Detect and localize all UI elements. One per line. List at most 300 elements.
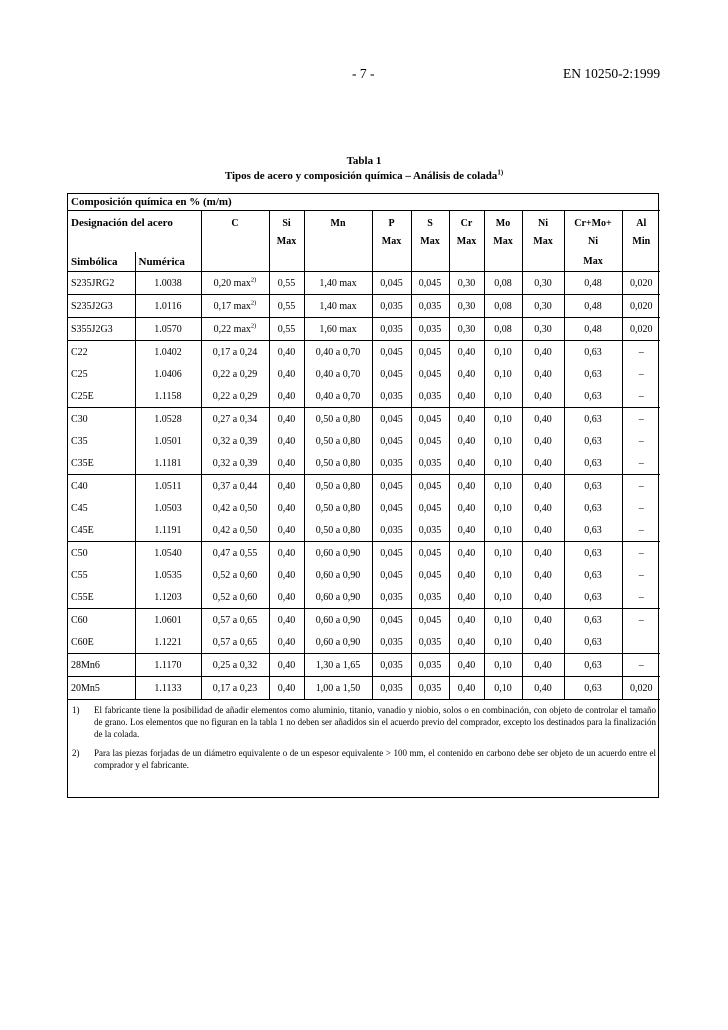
cell-mn: 0,60 a 0,90 xyxy=(304,631,372,654)
cell-cr: 0,40 xyxy=(449,564,484,586)
cell-mo: 0,08 xyxy=(484,318,522,341)
element-header: Mn xyxy=(304,211,372,233)
cell-cr: 0,40 xyxy=(449,452,484,475)
footnote-ref: 2) xyxy=(250,322,257,330)
cell-si: 0,55 xyxy=(269,272,304,295)
symbolic-column-header: Simbólica xyxy=(71,255,118,268)
cell-p: 0,035 xyxy=(372,677,411,700)
cell-p: 0,035 xyxy=(372,586,411,609)
cell-c xyxy=(201,318,269,341)
table-title: Tabla 1 xyxy=(346,155,382,167)
cell-al: 0,020 xyxy=(622,295,660,318)
cell-mn: 0,60 a 0,90 xyxy=(304,586,372,609)
cell-mn: 0,60 a 0,90 xyxy=(304,542,372,565)
table-row xyxy=(68,408,660,431)
designation-subheader-row xyxy=(68,252,660,272)
cell-c-value: 0,32 a 0,39 xyxy=(212,435,258,447)
composition-heading: Composición química en % (m/m) xyxy=(68,193,660,211)
table-row xyxy=(68,318,660,341)
cell-p: 0,045 xyxy=(372,564,411,586)
cell-crmoni: 0,48 xyxy=(564,272,622,295)
cell-symbolic: C40 xyxy=(71,480,88,492)
cell-s: 0,035 xyxy=(411,677,449,700)
cell-si: 0,40 xyxy=(269,497,304,519)
cell-s: 0,045 xyxy=(411,609,449,632)
cell-numeric: 1.0116 xyxy=(135,295,201,318)
cell-al: – xyxy=(622,452,660,475)
element-name-row xyxy=(68,211,660,233)
cell-si: 0,40 xyxy=(269,475,304,498)
cell-mn: 1,40 max xyxy=(304,272,372,295)
cell-mo: 0,10 xyxy=(484,497,522,519)
cell-mn: 1,60 max xyxy=(304,318,372,341)
cell-mo: 0,10 xyxy=(484,430,522,452)
element-header: C xyxy=(201,211,269,233)
cell-symbolic: 28Mn6 xyxy=(71,659,100,671)
cell-mn: 1,30 a 1,65 xyxy=(304,654,372,677)
cell-numeric: 1.1203 xyxy=(135,586,201,609)
cell-c xyxy=(201,631,269,654)
cell-c-value: 0,17 a 0,23 xyxy=(212,682,258,694)
cell-p: 0,045 xyxy=(372,430,411,452)
cell-cr: 0,30 xyxy=(449,295,484,318)
cell-p: 0,035 xyxy=(372,318,411,341)
cell-symbolic: S235J2G3 xyxy=(71,300,113,312)
cell-p: 0,035 xyxy=(372,519,411,542)
cell-s: 0,045 xyxy=(411,341,449,364)
element-header: S xyxy=(411,211,449,233)
cell-crmoni: 0,63 xyxy=(564,475,622,498)
cell-s: 0,035 xyxy=(411,519,449,542)
cell-c xyxy=(201,408,269,431)
cell-si: 0,40 xyxy=(269,363,304,385)
cell-symbolic: C55 xyxy=(71,569,88,581)
cell-s: 0,045 xyxy=(411,363,449,385)
page-number: - 7 - xyxy=(352,66,375,81)
cell-s: 0,035 xyxy=(411,295,449,318)
cell-c-value: 0,17 max xyxy=(213,300,251,312)
cell-ni: 0,40 xyxy=(522,452,564,475)
cell-cr: 0,40 xyxy=(449,654,484,677)
cell-crmoni: 0,63 xyxy=(564,430,622,452)
blank-cell xyxy=(449,252,484,272)
table-subtitle-text: Tipos de acero y composición química – Análisis de colada xyxy=(224,170,498,182)
cell-s: 0,045 xyxy=(411,475,449,498)
cell-symbolic: C55E xyxy=(71,591,94,603)
element-limit: Max xyxy=(522,232,564,252)
cell-p: 0,045 xyxy=(372,609,411,632)
cell-numeric: 1.0402 xyxy=(135,341,201,364)
cell-crmoni: 0,63 xyxy=(564,341,622,364)
footnote-ref: 1) xyxy=(497,168,504,177)
cell-mo: 0,10 xyxy=(484,452,522,475)
cell-al: – xyxy=(622,385,660,408)
cell-c xyxy=(201,654,269,677)
cell-mo: 0,10 xyxy=(484,519,522,542)
cell-crmoni: 0,63 xyxy=(564,586,622,609)
blank-cell xyxy=(372,252,411,272)
table-row xyxy=(68,497,660,519)
cell-si: 0,40 xyxy=(269,430,304,452)
table-row xyxy=(68,519,660,542)
table-row xyxy=(68,475,660,498)
cell-symbolic: C60E xyxy=(71,636,94,648)
cell-c xyxy=(201,475,269,498)
cell-c xyxy=(201,341,269,364)
cell-c xyxy=(201,295,269,318)
cell-mo: 0,10 xyxy=(484,385,522,408)
footnote-mark: 2) xyxy=(72,748,80,758)
designation-heading: Designación del acero xyxy=(71,217,173,229)
cell-si: 0,55 xyxy=(269,295,304,318)
cell-s: 0,045 xyxy=(411,272,449,295)
cell-al: – xyxy=(622,341,660,364)
cell-mo: 0,10 xyxy=(484,408,522,431)
cell-crmoni: 0,63 xyxy=(564,654,622,677)
cell-ni: 0,40 xyxy=(522,341,564,364)
cell-s: 0,045 xyxy=(411,497,449,519)
cell-crmoni: 0,63 xyxy=(564,497,622,519)
table-subtitle xyxy=(0,170,728,182)
footnote-row xyxy=(68,700,660,744)
cell-s: 0,035 xyxy=(411,654,449,677)
element-limit: Max xyxy=(269,232,304,252)
cell-al: – xyxy=(622,519,660,542)
cell-cr: 0,40 xyxy=(449,609,484,632)
cell-mo: 0,10 xyxy=(484,564,522,586)
cell-mo: 0,10 xyxy=(484,542,522,565)
cell-si: 0,40 xyxy=(269,564,304,586)
cell-c-value: 0,25 a 0,32 xyxy=(212,659,258,671)
cell-c xyxy=(201,542,269,565)
element-limit: Min xyxy=(622,232,660,252)
footnote-ref: 2) xyxy=(250,299,257,307)
table-row xyxy=(68,430,660,452)
cell-c-value: 0,17 a 0,24 xyxy=(212,346,258,358)
cell-p: 0,045 xyxy=(372,272,411,295)
cell-mn: 0,50 a 0,80 xyxy=(304,408,372,431)
element-header: Al xyxy=(622,211,660,233)
element-limit: Max xyxy=(484,232,522,252)
cell-si: 0,40 xyxy=(269,677,304,700)
cell-mn: 0,40 a 0,70 xyxy=(304,363,372,385)
cell-symbolic: C25 xyxy=(71,368,88,380)
cell-numeric: 1.0503 xyxy=(135,497,201,519)
cell-si: 0,40 xyxy=(269,631,304,654)
cell-mo: 0,08 xyxy=(484,295,522,318)
element-limit: Max xyxy=(372,232,411,252)
table-row xyxy=(68,654,660,677)
cell-numeric: 1.1170 xyxy=(135,654,201,677)
blank-cell xyxy=(304,252,372,272)
cell-al: – xyxy=(622,430,660,452)
cell-s: 0,035 xyxy=(411,452,449,475)
element-limit-row xyxy=(68,232,660,252)
table-row xyxy=(68,586,660,609)
cell-ni: 0,40 xyxy=(522,430,564,452)
cell-mn: 1,00 a 1,50 xyxy=(304,677,372,700)
table-row xyxy=(68,295,660,318)
cell-mo: 0,10 xyxy=(484,654,522,677)
cell-ni: 0,30 xyxy=(522,318,564,341)
cell-cr: 0,40 xyxy=(449,497,484,519)
cell-ni: 0,40 xyxy=(522,564,564,586)
cell-c xyxy=(201,677,269,700)
cell-cr: 0,40 xyxy=(449,475,484,498)
footnote-mark: 1) xyxy=(72,705,80,715)
cell-symbolic: C35 xyxy=(71,435,88,447)
cell-s: 0,045 xyxy=(411,408,449,431)
cell-mn: 0,50 a 0,80 xyxy=(304,475,372,498)
cell-si: 0,40 xyxy=(269,519,304,542)
cell-mo: 0,08 xyxy=(484,272,522,295)
cell-ni: 0,40 xyxy=(522,609,564,632)
cell-p: 0,035 xyxy=(372,631,411,654)
table-row xyxy=(68,564,660,586)
cell-crmoni: 0,63 xyxy=(564,385,622,408)
cell-ni: 0,30 xyxy=(522,272,564,295)
cell-numeric: 1.0528 xyxy=(135,408,201,431)
cell-cr: 0,40 xyxy=(449,341,484,364)
blank-cell xyxy=(522,252,564,272)
cell-cr: 0,40 xyxy=(449,586,484,609)
element-limit xyxy=(201,232,269,252)
cell-symbolic: C22 xyxy=(71,346,88,358)
element-limit: Max xyxy=(564,252,622,272)
cell-ni: 0,40 xyxy=(522,586,564,609)
cell-si: 0,40 xyxy=(269,452,304,475)
element-limit: Ni xyxy=(564,232,622,252)
cell-c-value: 0,57 a 0,65 xyxy=(212,636,258,648)
cell-c-value: 0,47 a 0,55 xyxy=(212,547,258,559)
cell-p: 0,045 xyxy=(372,341,411,364)
cell-ni: 0,40 xyxy=(522,677,564,700)
cell-numeric: 1.1133 xyxy=(135,677,201,700)
cell-ni: 0,40 xyxy=(522,631,564,654)
cell-c-value: 0,27 a 0,34 xyxy=(212,413,258,425)
cell-c-value: 0,52 a 0,60 xyxy=(212,591,258,603)
cell-s: 0,045 xyxy=(411,542,449,565)
cell-crmoni: 0,63 xyxy=(564,677,622,700)
cell-p: 0,035 xyxy=(372,452,411,475)
cell-cr: 0,30 xyxy=(449,272,484,295)
cell-mn: 1,40 max xyxy=(304,295,372,318)
cell-c xyxy=(201,497,269,519)
cell-symbolic: C45 xyxy=(71,502,88,514)
cell-crmoni: 0,48 xyxy=(564,295,622,318)
cell-p: 0,035 xyxy=(372,295,411,318)
cell-cr: 0,40 xyxy=(449,408,484,431)
cell-ni: 0,40 xyxy=(522,519,564,542)
cell-cr: 0,40 xyxy=(449,430,484,452)
cell-cr: 0,30 xyxy=(449,318,484,341)
cell-si: 0,55 xyxy=(269,318,304,341)
cell-p: 0,045 xyxy=(372,408,411,431)
blank-cell xyxy=(622,252,660,272)
cell-si: 0,40 xyxy=(269,385,304,408)
element-limit: Max xyxy=(411,232,449,252)
cell-c-value: 0,22 max xyxy=(213,323,251,335)
cell-crmoni: 0,63 xyxy=(564,631,622,654)
cell-mo: 0,10 xyxy=(484,475,522,498)
composition-table xyxy=(68,193,660,774)
cell-s: 0,035 xyxy=(411,586,449,609)
table-row xyxy=(68,677,660,700)
cell-crmoni: 0,63 xyxy=(564,452,622,475)
cell-ni: 0,40 xyxy=(522,497,564,519)
element-header: Si xyxy=(269,211,304,233)
cell-crmoni: 0,63 xyxy=(564,363,622,385)
cell-al xyxy=(622,631,660,654)
cell-symbolic: C25E xyxy=(71,390,94,402)
cell-numeric: 1.0038 xyxy=(135,272,201,295)
cell-al: 0,020 xyxy=(622,272,660,295)
blank-cell xyxy=(68,232,201,252)
cell-al: – xyxy=(622,654,660,677)
footnote xyxy=(72,704,656,740)
cell-s: 0,035 xyxy=(411,318,449,341)
footnote xyxy=(72,747,656,771)
cell-symbolic: C45E xyxy=(71,524,94,536)
cell-crmoni: 0,48 xyxy=(564,318,622,341)
table-row xyxy=(68,363,660,385)
cell-si: 0,40 xyxy=(269,609,304,632)
cell-symbolic: 20Mn5 xyxy=(71,682,100,694)
cell-c xyxy=(201,363,269,385)
cell-al: – xyxy=(622,408,660,431)
cell-al: 0,020 xyxy=(622,677,660,700)
cell-c xyxy=(201,385,269,408)
cell-al: – xyxy=(622,363,660,385)
cell-mo: 0,10 xyxy=(484,363,522,385)
footnote-cell xyxy=(68,743,660,774)
cell-s: 0,035 xyxy=(411,631,449,654)
cell-cr: 0,40 xyxy=(449,542,484,565)
cell-p: 0,045 xyxy=(372,497,411,519)
numeric-column-header: Numérica xyxy=(135,252,201,272)
cell-numeric: 1.0406 xyxy=(135,363,201,385)
cell-al: – xyxy=(622,586,660,609)
cell-c-value: 0,57 a 0,65 xyxy=(212,614,258,626)
footnote-row xyxy=(68,743,660,774)
cell-al: 0,020 xyxy=(622,318,660,341)
element-limit: Max xyxy=(449,232,484,252)
cell-symbolic: S235JRG2 xyxy=(71,277,115,289)
cell-al: – xyxy=(622,564,660,586)
cell-si: 0,40 xyxy=(269,542,304,565)
composition-heading-row xyxy=(68,193,660,211)
cell-c-value: 0,22 a 0,29 xyxy=(212,368,258,380)
cell-numeric: 1.0601 xyxy=(135,609,201,632)
cell-numeric: 1.0501 xyxy=(135,430,201,452)
cell-si: 0,40 xyxy=(269,654,304,677)
element-header: Cr+Mo+ xyxy=(564,211,622,233)
cell-crmoni: 0,63 xyxy=(564,519,622,542)
cell-ni: 0,40 xyxy=(522,475,564,498)
cell-s: 0,045 xyxy=(411,430,449,452)
cell-al: – xyxy=(622,475,660,498)
cell-mn: 0,50 a 0,80 xyxy=(304,519,372,542)
cell-si: 0,40 xyxy=(269,586,304,609)
cell-al: – xyxy=(622,497,660,519)
cell-c-value: 0,37 a 0,44 xyxy=(212,480,258,492)
cell-mn: 0,40 a 0,70 xyxy=(304,341,372,364)
cell-ni: 0,40 xyxy=(522,363,564,385)
table-row xyxy=(68,609,660,632)
cell-s: 0,045 xyxy=(411,564,449,586)
cell-p: 0,035 xyxy=(372,654,411,677)
cell-al: – xyxy=(622,542,660,565)
cell-c xyxy=(201,519,269,542)
cell-numeric: 1.0535 xyxy=(135,564,201,586)
cell-c-value: 0,52 a 0,60 xyxy=(212,569,258,581)
element-header: Mo xyxy=(484,211,522,233)
cell-c xyxy=(201,452,269,475)
cell-c-value: 0,42 a 0,50 xyxy=(212,502,258,514)
cell-mo: 0,10 xyxy=(484,341,522,364)
standard-code: EN 10250-2:1999 xyxy=(563,66,661,81)
table-row xyxy=(68,542,660,565)
cell-symbolic: S355J2G3 xyxy=(71,323,113,335)
cell-p: 0,035 xyxy=(372,385,411,408)
cell-s: 0,035 xyxy=(411,385,449,408)
cell-p: 0,045 xyxy=(372,475,411,498)
cell-mo: 0,10 xyxy=(484,586,522,609)
cell-symbolic: C30 xyxy=(71,413,88,425)
cell-ni: 0,40 xyxy=(522,408,564,431)
cell-crmoni: 0,63 xyxy=(564,609,622,632)
cell-cr: 0,40 xyxy=(449,519,484,542)
cell-ni: 0,40 xyxy=(522,654,564,677)
cell-c xyxy=(201,430,269,452)
blank-cell xyxy=(201,252,269,272)
cell-mo: 0,10 xyxy=(484,631,522,654)
table-row xyxy=(68,385,660,408)
cell-c-value: 0,22 a 0,29 xyxy=(212,390,258,402)
cell-p: 0,045 xyxy=(372,542,411,565)
blank-cell xyxy=(411,252,449,272)
cell-symbolic: C50 xyxy=(71,547,88,559)
cell-ni: 0,30 xyxy=(522,295,564,318)
cell-numeric: 1.0540 xyxy=(135,542,201,565)
cell-symbolic: C35E xyxy=(71,457,94,469)
cell-al: – xyxy=(622,609,660,632)
cell-numeric: 1.1191 xyxy=(135,519,201,542)
element-header: P xyxy=(372,211,411,233)
cell-c xyxy=(201,586,269,609)
cell-si: 0,40 xyxy=(269,341,304,364)
footnote-text: El fabricante tiene la posibilidad de añadir elementos como aluminio, titanio, vanadio y niobio, solos o en combinación, con objeto de controlar el tamaño de grano. Los elementos que no figuran en la tabla 1 no deben ser añadidos sin el acuerdo previo del comprador, excepto los destinados para la finalización de la colada. xyxy=(94,705,657,739)
cell-c xyxy=(201,564,269,586)
footnote-ref: 2) xyxy=(250,276,257,284)
element-header: Ni xyxy=(522,211,564,233)
footnote-text: Para las piezas forjadas de un diámetro equivalente o de un espesor equivalente > 100 mm, el contenido en carbono debe ser objeto de un acuerdo entre el comprador y el fabricante. xyxy=(94,748,657,770)
table-row xyxy=(68,631,660,654)
cell-cr: 0,40 xyxy=(449,677,484,700)
footnote-cell xyxy=(68,700,660,744)
cell-cr: 0,40 xyxy=(449,385,484,408)
blank-cell xyxy=(269,252,304,272)
cell-numeric: 1.1158 xyxy=(135,385,201,408)
table-row xyxy=(68,341,660,364)
cell-c-value: 0,20 max xyxy=(213,277,251,289)
cell-ni: 0,40 xyxy=(522,385,564,408)
table-row xyxy=(68,272,660,295)
cell-ni: 0,40 xyxy=(522,542,564,565)
cell-mo: 0,10 xyxy=(484,609,522,632)
cell-mn: 0,40 a 0,70 xyxy=(304,385,372,408)
cell-c xyxy=(201,272,269,295)
